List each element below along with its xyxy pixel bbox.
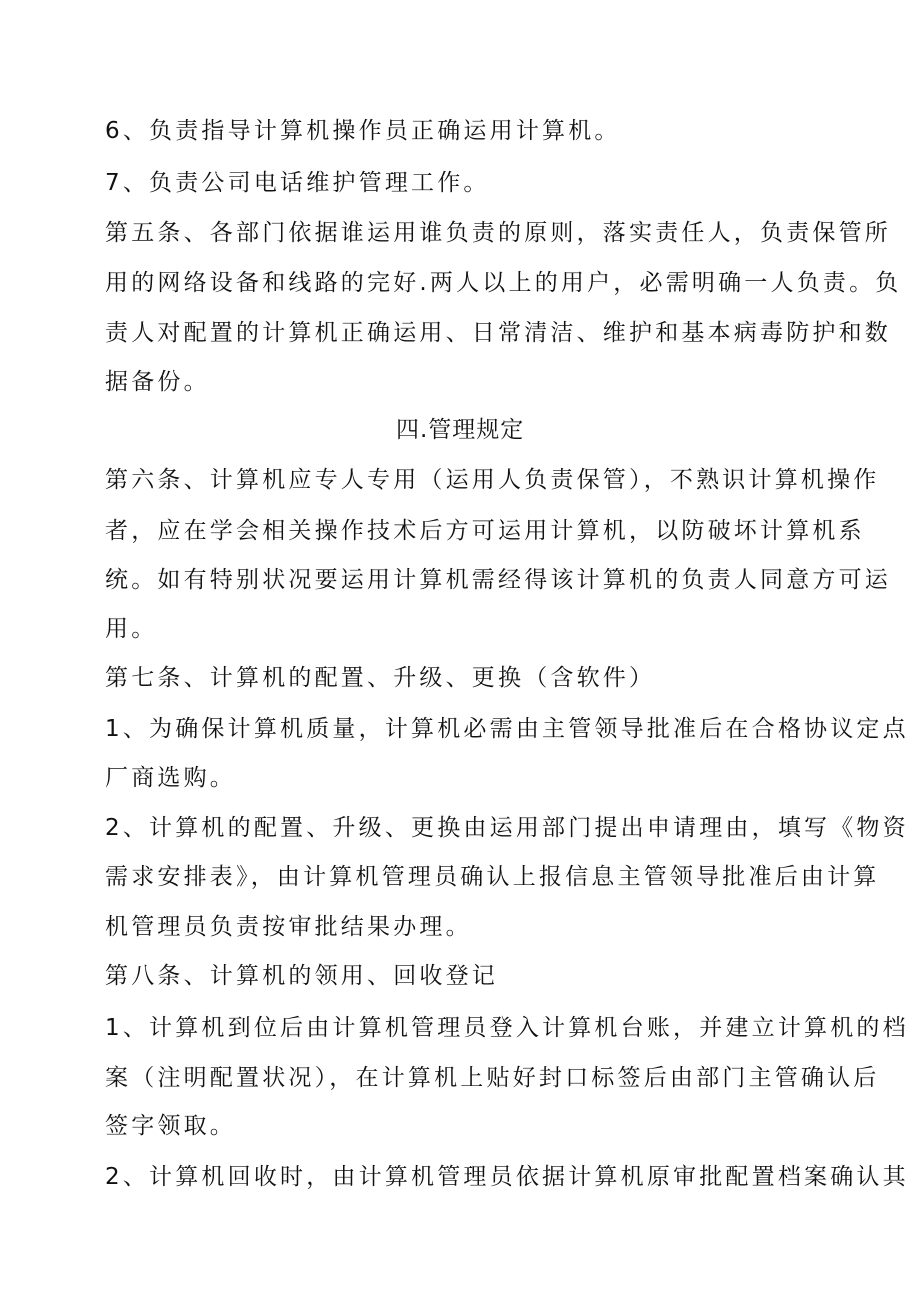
item-7-line: 7、负责公司电话维护管理工作。	[105, 170, 490, 196]
article-7-item-1-line-2: 厂商选购。	[105, 765, 236, 791]
article-8-item-1-line-2: 案（注明配置状况），在计算机上贴好封口标签后由部门主管确认后	[105, 1065, 880, 1091]
article-6-line-1: 第六条、计算机应专人专用（运用人负责保管），不熟识计算机操作	[105, 467, 880, 493]
article-7-item-1-line-1: 1、为确保计算机质量，计算机必需由主管领导批准后在合格协议定点	[105, 716, 909, 742]
article-5-line-3: 责人对配置的计算机正确运用、日常清洁、维护和基本病毒防护和数	[105, 320, 891, 346]
article-6-line-3: 统。如有特别状况要运用计算机需经得该计算机的负责人同意方可运	[105, 567, 891, 593]
article-7-item-2-line-2: 需求安排表》，由计算机管理员确认上报信息主管领导批准后由计算	[105, 864, 880, 890]
article-7-item-2-line-3: 机管理员负责按审批结果办理。	[105, 914, 472, 940]
article-5-line-1: 第五条、各部门依据谁运用谁负责的原则，落实责任人，负责保管所	[105, 220, 891, 246]
article-6-line-2: 者，应在学会相关操作技术后方可运用计算机，以防破坏计算机系	[105, 518, 865, 544]
article-8-item-2-line-1: 2、计算机回收时，由计算机管理员依据计算机原审批配置档案确认其	[105, 1164, 909, 1190]
article-5-line-2: 用的网络设备和线路的完好.两人以上的用户，必需明确一人负责。负	[105, 270, 902, 296]
article-8-item-1-line-3: 签字领取。	[105, 1113, 236, 1139]
article-8-title: 第八条、计算机的领用、回收登记	[105, 963, 498, 989]
article-5-line-4: 据备份。	[105, 369, 210, 395]
item-6-line: 6、负责指导计算机操作员正确运用计算机。	[105, 118, 621, 144]
article-7-title: 第七条、计算机的配置、升级、更换（含软件）	[105, 665, 656, 691]
article-6-line-4: 用。	[105, 616, 158, 642]
article-7-item-2-line-1: 2、计算机的配置、升级、更换由运用部门提出申请理由，填写《物资	[105, 815, 909, 841]
article-8-item-1-line-1: 1、计算机到位后由计算机管理员登入计算机台账，并建立计算机的档	[105, 1015, 909, 1041]
section-heading-management: 四.管理规定	[396, 417, 525, 443]
